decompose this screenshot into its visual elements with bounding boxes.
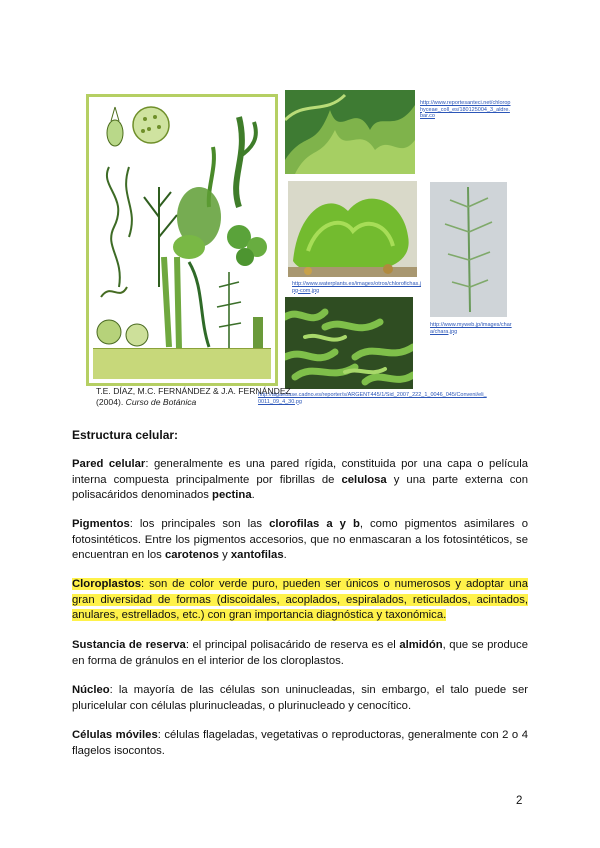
text-fragment: , como pigmentos asimilares o fotosintéticos. Entre los pigmentos accesorios, que no enmascaran a los fotosintéticos, se encuentran en los <box>72 518 528 562</box>
section-heading: Estructura celular: <box>72 428 179 442</box>
text-fragment: . <box>283 549 287 562</box>
image-url-right[interactable]: http://www.myweb.jp/images/chara/chara.jpg <box>430 322 512 335</box>
bold-term: celulosa <box>341 473 387 486</box>
text-fragment: : la mayoría de las células son uninucleadas, sin embargo, el talo puede ser pluricelular con células plurinucleadas, o plurinucleado y cenocítico. <box>72 684 528 712</box>
page-number: 2 <box>516 795 523 807</box>
term-cloroplastos: Cloroplastos <box>72 578 142 590</box>
algae-illustration-plate <box>86 94 278 386</box>
paragraph-pared-celular <box>72 457 528 504</box>
paragraph-pigmentos <box>72 517 528 564</box>
seaweed-photo-top <box>285 90 415 174</box>
bold-term: almidón <box>399 639 443 651</box>
bold-term: pectina <box>212 489 252 502</box>
caption-authors: T.E. DÍAZ, M.C. FERNÁNDEZ & J.A. FERNÁNDEZ (2004). <box>96 386 291 407</box>
paragraph-nucleo <box>72 683 528 714</box>
text-fragment: y una parte externa con polisacáridos denominados <box>72 473 528 502</box>
term-pared-celular: Pared celular <box>72 458 146 470</box>
plate-legend <box>93 348 271 379</box>
sea-lettuce-photo <box>288 181 417 277</box>
text-fragment: : el principal polisacárido de reserva es el <box>185 639 400 651</box>
text-fragment: : generalmente es una pared rígida, constituida por una capa o película interna compuesta principalmente por fibrillas de <box>72 458 528 486</box>
bold-term: clorofilas a y b <box>269 518 360 530</box>
filamentous-algae-photo <box>285 297 413 389</box>
paragraph-sustancia-reserva <box>72 638 528 669</box>
term-pigmentos: Pigmentos <box>72 518 130 530</box>
term-celulas-moviles: Células móviles <box>72 729 158 741</box>
term-sustancia-reserva: Sustancia de reserva <box>72 639 186 651</box>
term-nucleo: Núcleo <box>72 684 110 696</box>
text-fragment: : son de color verde puro, pueden ser únicos o numerosos y adoptar una gran diversidad de formas (discoidales, acoplados, espiralados, reticulados, acintados, anulares, estrellados, etc.) con gran importancia diagnóstica y taxonómica. <box>72 578 528 622</box>
text-fragment: : los principales son las <box>129 518 270 530</box>
text-fragment: y <box>218 549 231 562</box>
bold-term: xantofilas <box>230 549 284 562</box>
caption-book: Curso de Botánica <box>125 397 197 407</box>
bold-term: carotenos <box>164 549 219 562</box>
text-fragment: : células flageladas, vegetativas o reproductoras, generalmente con 2 o 4 flagelos isocontos. <box>72 729 528 757</box>
image-url-middle[interactable]: http://www.waterplants.es/images/otros/chlorofichas.jpg-com.jpg <box>292 281 422 294</box>
paragraph-cloroplastos <box>72 577 528 624</box>
highlighted-text <box>72 578 528 621</box>
chara-photo <box>430 182 507 317</box>
paragraph-celulas-moviles <box>72 728 528 759</box>
text-fragment: , que se produce en forma de gránulos en el interior de los cloroplastos. <box>72 639 528 667</box>
plate-caption <box>96 386 296 408</box>
text-fragment: . <box>251 489 255 502</box>
image-url-top-right[interactable]: http://www.reportesanteci.net/chlorophyceae_coll_es/180125004_3_aldre.bar.co <box>420 100 511 119</box>
image-url-bottom[interactable]: http://algaebase.cadno.es/reporter/s/ARGENT445/1/Sid_2007_222_1_0046_045/Conveni/eli_0011_09_4_30.pg <box>258 392 487 405</box>
